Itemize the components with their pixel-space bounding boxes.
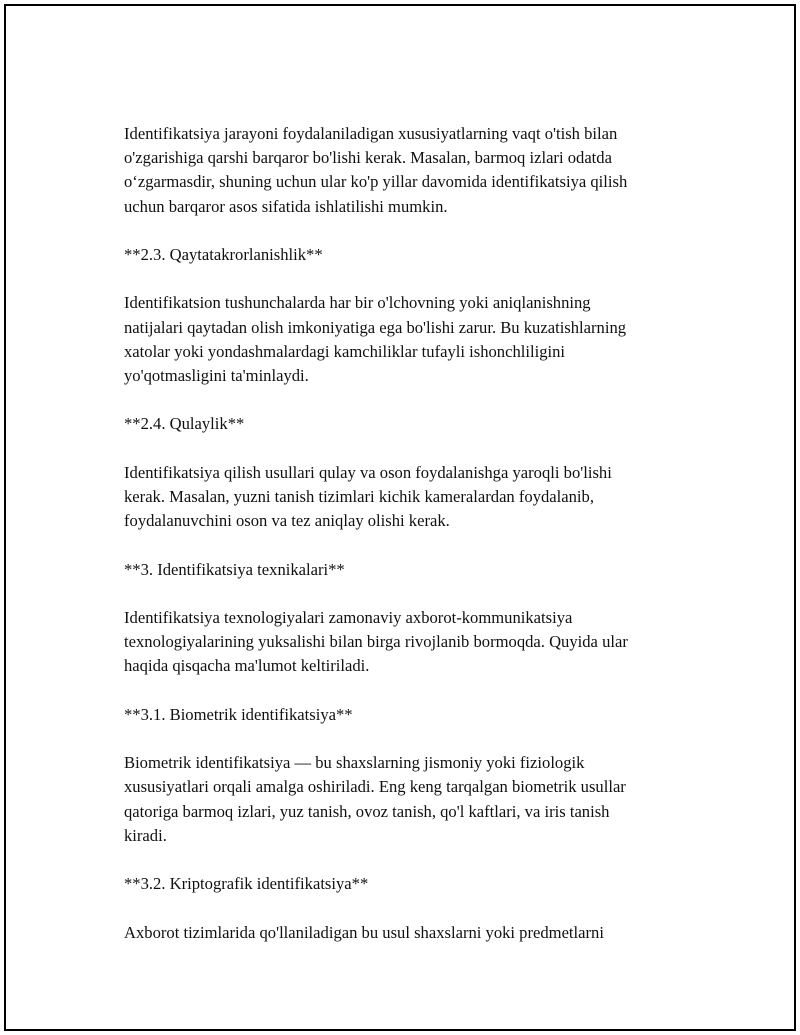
- paragraph-line: xatolar yoki yondashmalardagi kamchiliklar tufayli ishonchliligini: [124, 341, 566, 361]
- paragraph-line: Identifikatsiya qilish usullari qulay va oson foydalanishga yaroqli bo'lishi: [124, 462, 612, 482]
- paragraph-line: o‘zgarmasdir, shuning uchun ular ko'p yillar davomida identifikatsiya qilish: [124, 172, 628, 192]
- heading-text: **2.4. Qulaylik**: [124, 414, 245, 434]
- paragraph: [124, 606, 694, 679]
- section-heading: [124, 243, 694, 267]
- paragraph-line: natijalari qaytadan olish imkoniyatiga ega bo'lishi zarur. Bu kuzatishlarning: [124, 317, 627, 337]
- paragraph: [124, 751, 694, 848]
- paragraph-line: yo'qotmasligini ta'minlaydi.: [124, 366, 309, 385]
- paragraph: [124, 461, 694, 534]
- paragraph: [124, 291, 694, 388]
- heading-text: **3.1. Biometrik identifikatsiya**: [124, 704, 353, 724]
- section-heading: [124, 412, 694, 436]
- section-heading: [124, 703, 694, 727]
- paragraph-line: kerak. Masalan, yuzni tanish tizimlari kichik kameralardan foydalanib,: [124, 486, 594, 506]
- paragraph-line: kiradi.: [124, 825, 167, 845]
- paragraph-line: foydalanuvchini oson va tez aniqlay olishi kerak.: [124, 511, 450, 531]
- heading-text: **3.2. Kriptografik identifikatsiya**: [124, 874, 369, 894]
- paragraph-line: Identifikatsiya jarayoni foydalaniladigan xususiyatlarning vaqt o'tish bilan: [124, 124, 618, 143]
- paragraph: [124, 122, 694, 219]
- page-frame: [4, 4, 796, 1031]
- paragraph-line: haqida qisqacha ma'lumot keltiriladi.: [124, 656, 370, 676]
- heading-text: **3. Identifikatsiya texnikalari**: [124, 559, 345, 579]
- paragraph-line: uchun barqaror asos sifatida ishlatilishi mumkin.: [124, 196, 448, 216]
- paragraph-line: o'zgarishiga qarshi barqaror bo'lishi kerak. Masalan, barmoq izlari odatda: [124, 148, 612, 168]
- section-heading: [124, 558, 694, 582]
- paragraph-line: qatoriga barmoq izlari, yuz tanish, ovoz tanish, qo'l kaftlari, va iris tanish: [124, 801, 610, 821]
- paragraph-line: Biometrik identifikatsiya — bu shaxslarning jismoniy yoki fiziologik: [124, 753, 585, 773]
- paragraph: [124, 921, 694, 945]
- paragraph-line: Identifikatsion tushunchalarda har bir o'lchovning yoki aniqlanishning: [124, 293, 591, 313]
- heading-text: **2.3. Qaytatakrorlanishlik**: [124, 245, 323, 264]
- paragraph-line: texnologiyalarining yuksalishi bilan birga rivojlanib bormoqda. Quyida ular: [124, 632, 628, 652]
- document-body: [124, 122, 694, 969]
- paragraph-line: Axborot tizimlarida qo'llaniladigan bu usul shaxslarni yoki predmetlarni: [124, 922, 604, 942]
- paragraph-line: xususiyatlari orqali amalga oshiriladi. Eng keng tarqalgan biometrik usullar: [124, 777, 626, 797]
- section-heading: [124, 872, 694, 896]
- paragraph-line: Identifikatsiya texnologiyalari zamonaviy axborot-kommunikatsiya: [124, 607, 573, 627]
